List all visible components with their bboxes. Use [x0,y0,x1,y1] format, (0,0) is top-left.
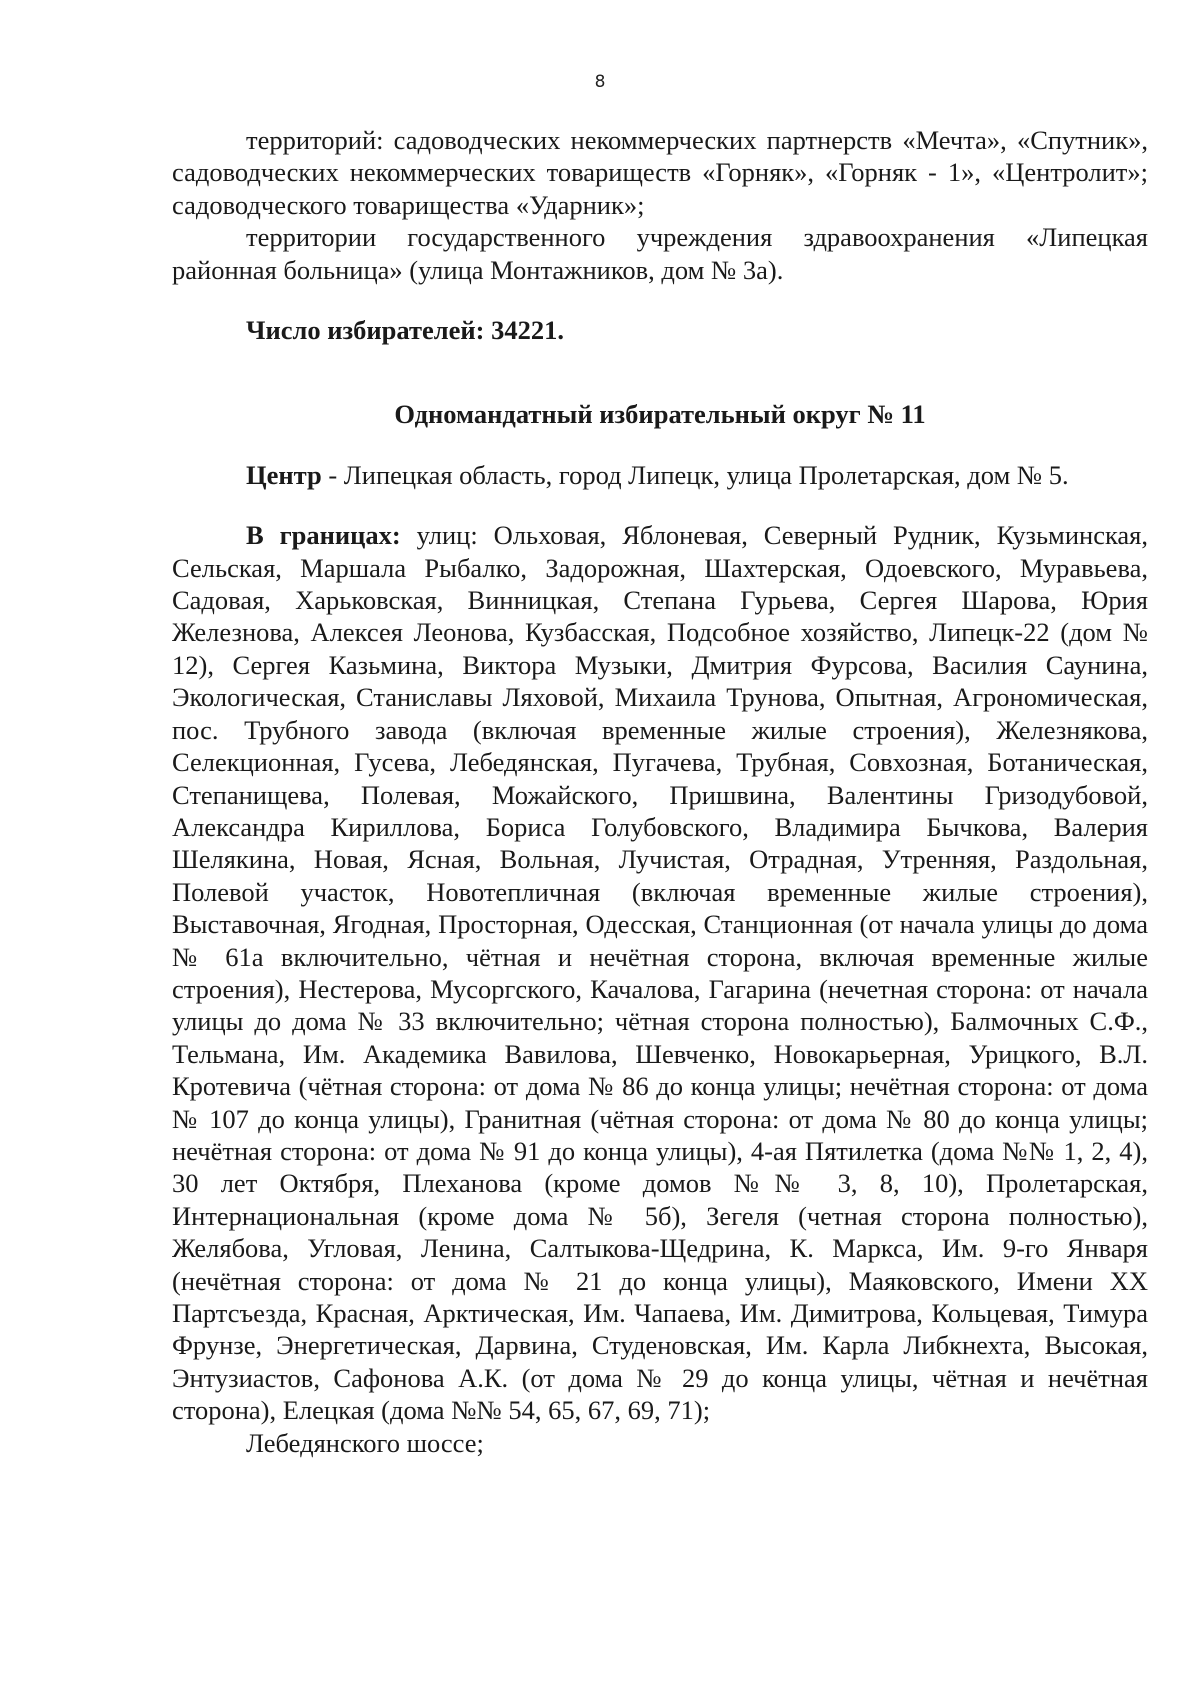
hospital-paragraph: территории государственного учреждения здравоохранения «Липецкая районная больница» (улица Монтажников, дом № 3а). [172,222,1148,285]
document-body [172,124,1148,1459]
voters-count: Число избирателей: 34221. [246,315,564,346]
district-title: Одномандатный избирательный округ № 11 [394,399,926,430]
district-last-line: Лебедянского шоссе; [246,1427,484,1458]
district-bounds [172,519,1148,1426]
page-number: 8 [594,72,606,92]
district-center-text: - Липецкая область, город Липецк, улица Пролетарская, дом № 5. [321,459,1069,490]
district-center-label: Центр [246,459,322,490]
territories-paragraph: территорий: садоводческих некоммерческих партнерств «Мечта», «Спутник», садоводческих некоммерческих товариществ «Горняк», «Горняк - 1», «Центролит»; садоводческого товарищества «Ударник»; [172,125,1148,220]
district-bounds-text: улиц: Ольховая, Яблоневая, Северный Рудник, Кузьминская, Сельская, Маршала Рыбалко, Задорожная, Шахтерская, Одоевского, Муравьева, Садовая, Харьковская, Винницкая, Степана Гурьева, Сергея Шарова, Юрия Железнова, Алексея Леонова, Кузбасская, Подсобное хозяйство, Липецк-22 (дом № 12), Сергея Казьмина, Виктора Музыки, Дмитрия Фурсова, Василия Саунина, Экологическая, Станиславы Ляховой, Михаила Трунова, Опытная, Агрономическая, пос. Трубного завода (включая временные жилые строения), Железнякова, Селекционная, Гусева, Лебедянская, Пугачева, Трубная, Совхозная, Ботаническая, Степанищева, Полевая, Можайского, Пришвина, Валентины Гризодубовой, Александра Кириллова, Бориса Голубовского, Владимира Бычкова, Валерия Шелякина, Новая, Ясная, Вольная, Лучистая, Отрадная, Утренняя, Раздольная, Полевой участок, Новотепличная (включая временные жилые строения), Выставочная, Ягодная, Просторная, Одесская, Станционная (от начала улицы до дома № 61а включительно, чётная и нечётная сторона, включая временные жилые строения), Нестерова, Мусоргского, Качалова, Гагарина (нечетная сторона: от начала улицы до дома № 33 включительно; чётная сторона полностью), Балмочных С.Ф., Тельмана, Им. Академика Вавилова, Шевченко, Новокарьерная, Урицкого, В.Л. Кротевича (чётная сторона: от дома № 86 до конца улицы; нечётная сторона: от дома № 107 до конца улицы), Гранитная (чётная сторона: от дома № 80 до конца улицы; нечётная сторона: от дома № 91 до конца улицы), 4-ая Пятилетка (дома №№ 1, 2, 4), 30 лет Октября, Плеханова (кроме домов №№ 3, 8, 10), Пролетарская, Интернациональная (кроме дома № 5б), Зегеля (четная сторона полностью), Желябова, Угловая, Ленина, Салтыкова-Щедрина, К. Маркса, Им. 9-го Января (нечётная сторона: от дома № 21 до конца улицы), Маяковского, Имени XX Партсъезда, Красная, Арктическая, Им. Чапаева, Им. Димитрова, Кольцевая, Тимура Фрунзе, Энергетическая, Дарвина, Студеновская, Им. Карла Либкнехта, Высокая, Энтузиастов, Сафонова А.К. (от дома № 29 до конца улицы, чётная и нечётная сторона), Елецкая (дома №№ 54, 65, 67, 69, 71); [172,520,1149,1426]
district-center [172,459,1148,491]
district-bounds-label: В границах: [246,520,401,551]
